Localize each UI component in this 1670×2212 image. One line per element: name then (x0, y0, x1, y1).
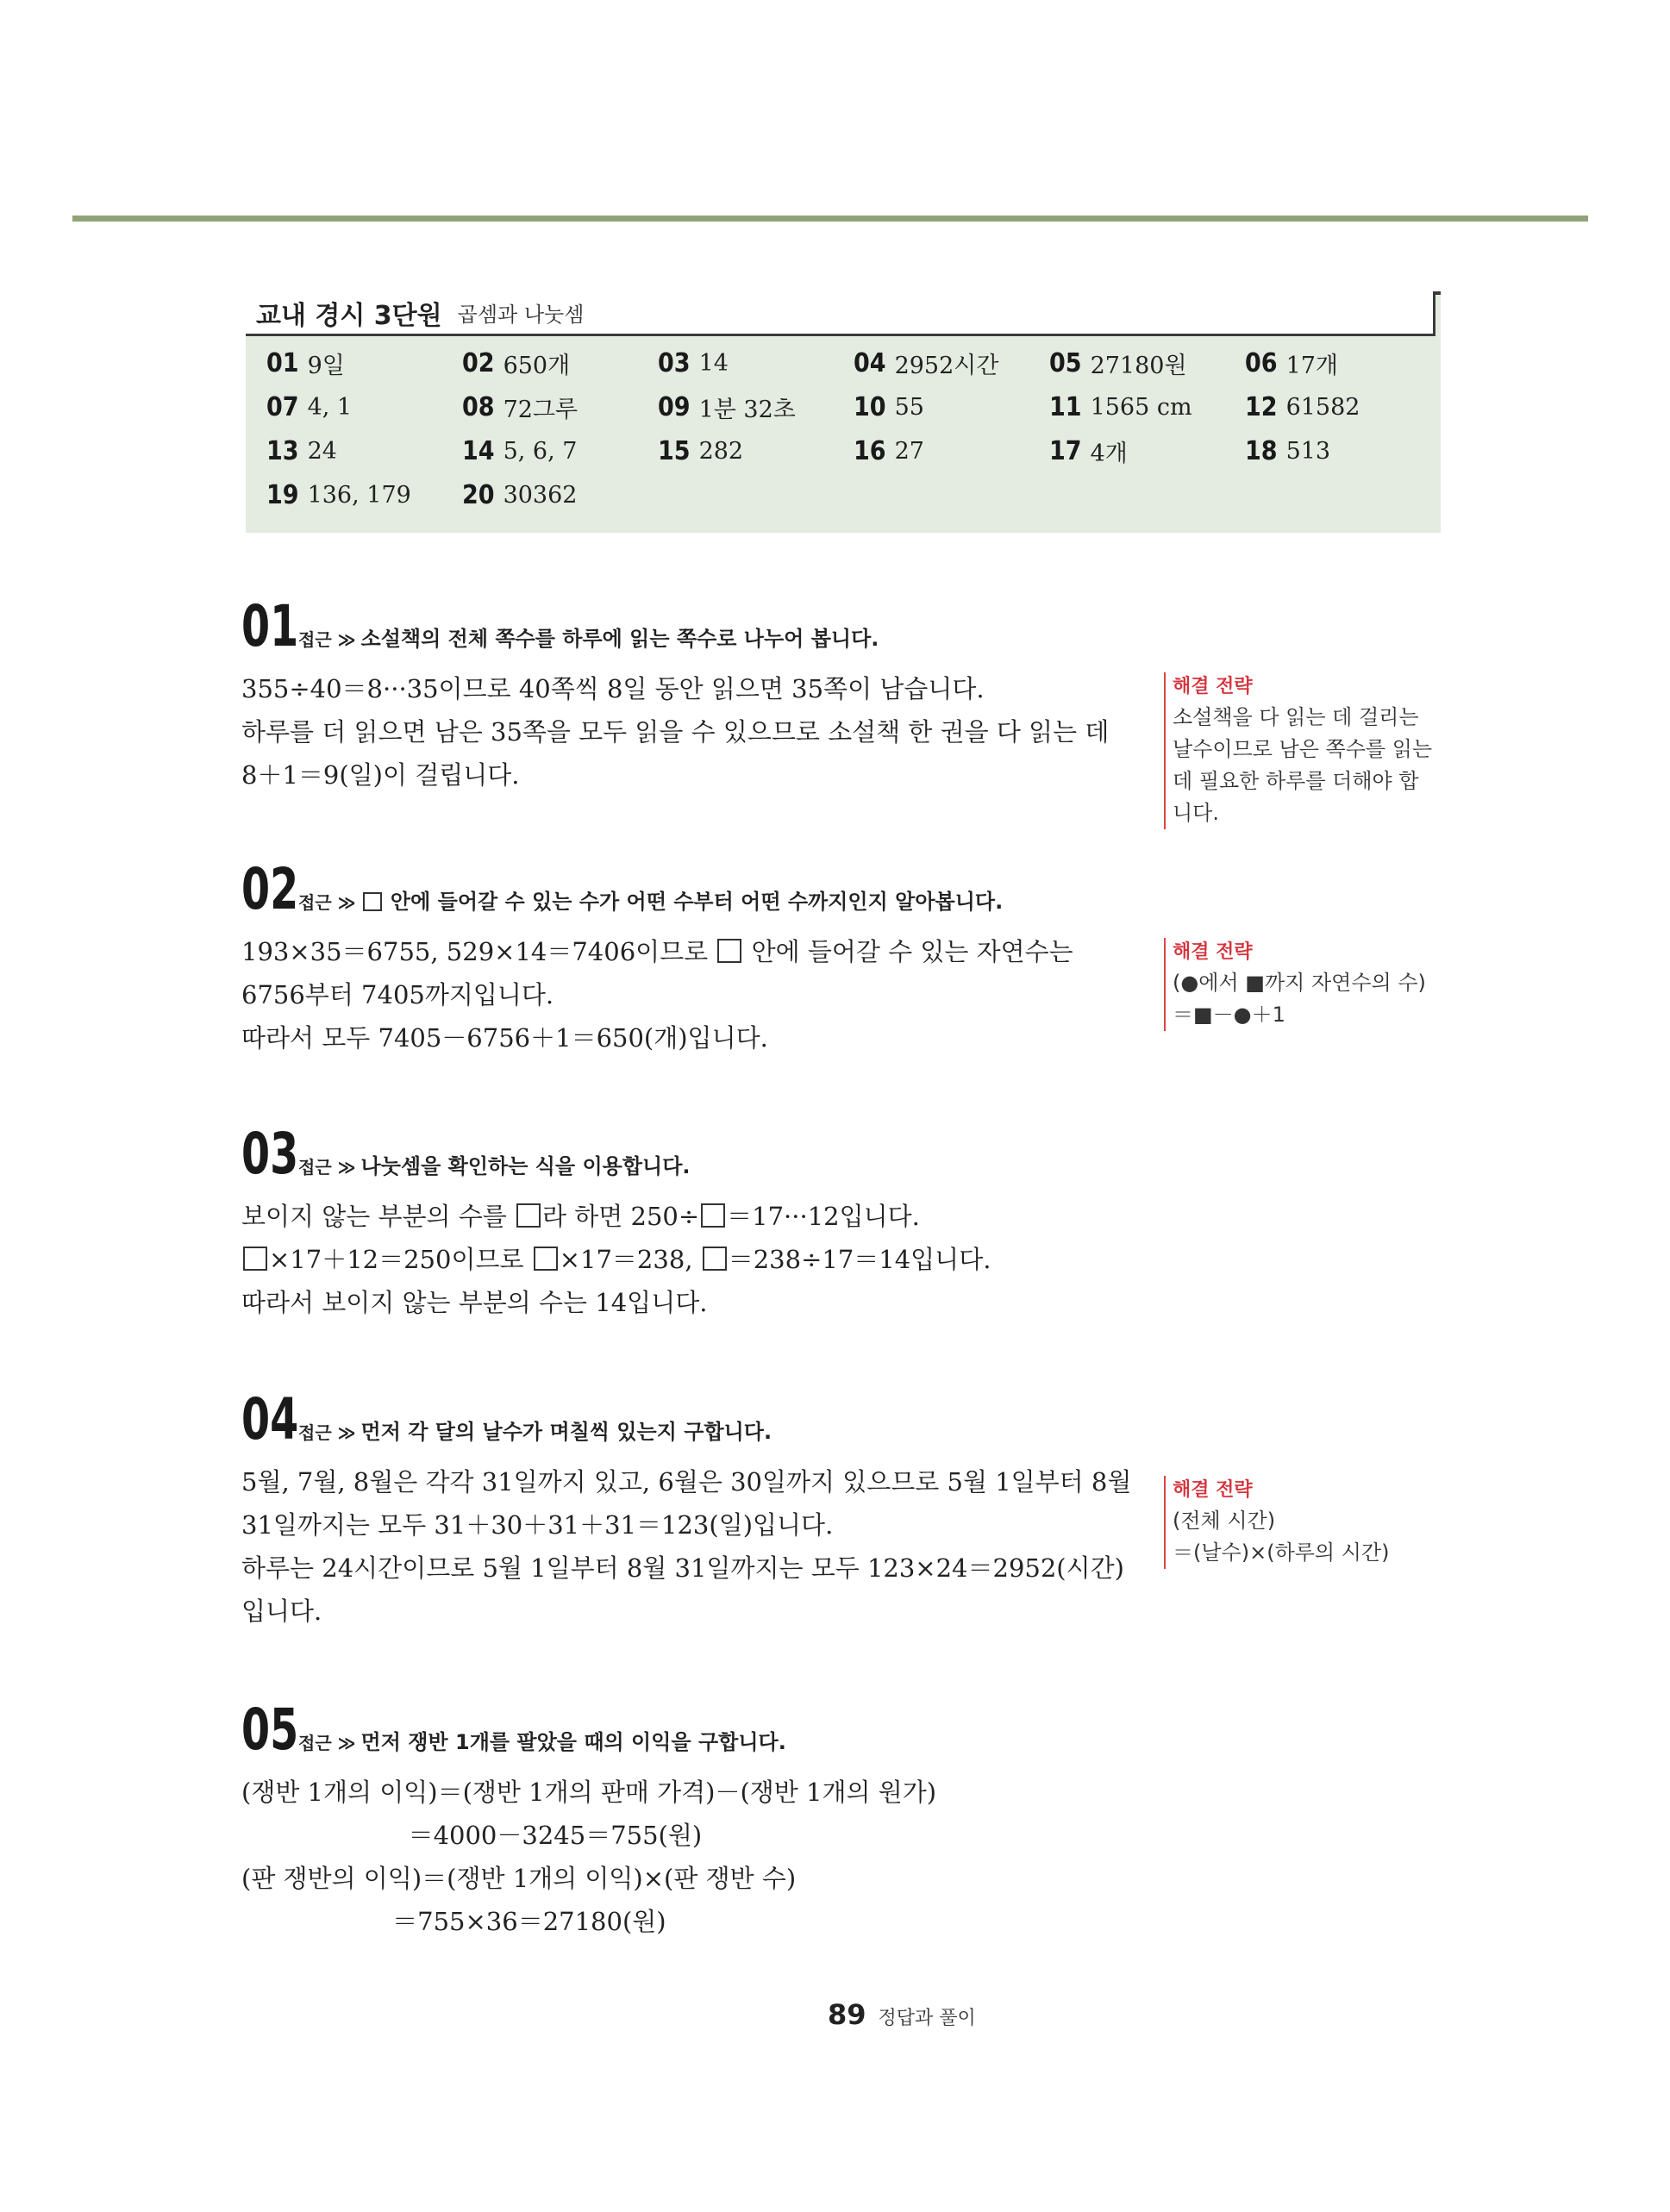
answer-item (462, 433, 658, 470)
answer-number: 08 (462, 392, 495, 422)
problem-solution: 5월, 7월, 8월은 각각 31일까지 있고, 6월은 30일까지 있으므로 5월 1일부터 8월 31일까지는 모두 31＋30＋31＋31＝123(일)입니다. 하루는 24시간이므로 5월 1일부터 8월 31일까지는 모두 123×24＝2952(시간) 입니다. (241, 1467, 1132, 1626)
answer-value: 1분 32초 (698, 397, 796, 423)
answer-value: 55 (894, 394, 924, 421)
answer-item (462, 345, 658, 382)
problem-hint: 접근 ≫ 먼저 쟁반 1개를 팔았을 때의 이익을 구합니다. (298, 1730, 786, 1754)
problem-04 (241, 1388, 1131, 1633)
answer-item (1245, 433, 1441, 470)
answer-value: 136, 179 (307, 482, 411, 509)
problem-03 (241, 1122, 991, 1324)
problem-number: 04 (241, 1386, 299, 1453)
answer-item (1049, 345, 1245, 382)
note-body: 소설책을 다 읽는 데 걸리는 날수이므로 남은 쪽수를 읽는 데 필요한 하루를 더해야 합 니다. (1173, 705, 1433, 825)
answer-number: 01 (266, 348, 299, 378)
answer-number: 14 (462, 436, 495, 466)
answer-number: 19 (266, 480, 299, 510)
answer-item (1049, 389, 1245, 426)
answer-item (658, 345, 854, 382)
answer-value: 14 (698, 350, 729, 377)
answer-grid (266, 345, 1439, 514)
problem-solution: 193×35＝6755, 529×14＝7406이므로 안에 들어갈 수 있는 자연수는 6756부터 7405까지입니다. 따라서 모두 7405－6756＋1＝650(개)입니다. (241, 937, 1073, 1053)
problem-hint: 접근 ≫ 소설책의 전체 쪽수를 하루에 읽는 쪽수로 나누어 봅니다. (298, 627, 879, 651)
answer-value: 5, 6, 7 (503, 438, 578, 465)
answer-item (854, 433, 1049, 470)
answer-number: 20 (462, 480, 495, 510)
answer-value: 2952시간 (894, 353, 999, 379)
note-title: 해결 전략 (1173, 1479, 1253, 1501)
problem-solution: 355÷40＝8···35이므로 40쪽씩 8일 동안 읽으면 35쪽이 남습니다. 하루를 더 읽으면 남은 35쪽을 모두 읽을 수 있으므로 소설책 한 권을 다 읽는 데 8＋1＝9(일)이 걸립니다. (241, 674, 1110, 790)
answer-table (246, 291, 1441, 533)
answer-item (462, 477, 658, 514)
answer-number: 02 (462, 348, 495, 378)
problem-01 (241, 595, 1109, 797)
strategy-note-02 (1164, 938, 1426, 1031)
answer-number: 15 (658, 436, 691, 466)
blank-box-icon (243, 1247, 267, 1271)
page-number: 89 (828, 1998, 866, 2031)
answer-number: 16 (854, 436, 886, 466)
answer-number: 12 (1245, 392, 1278, 422)
answer-value: 513 (1285, 438, 1331, 465)
problem-05 (241, 1698, 936, 1943)
problem-number: 02 (241, 856, 299, 922)
answer-table-title: 교내 경시 3단원 (256, 300, 442, 331)
blank-box-icon (717, 939, 741, 963)
answer-item (462, 389, 658, 426)
note-title: 해결 전략 (1173, 941, 1253, 963)
problem-hint: 접근 ≫ 나눗셈을 확인하는 식을 이용합니다. (298, 1154, 691, 1178)
answer-item (266, 389, 462, 426)
page-footer (828, 1998, 976, 2031)
answer-item (266, 433, 462, 470)
blank-box-icon (701, 1203, 725, 1228)
top-rule (72, 216, 1588, 222)
blank-box-icon (363, 892, 382, 911)
answer-value: 27180원 (1090, 353, 1187, 379)
strategy-note-01 (1164, 672, 1432, 829)
strategy-note-04 (1164, 1476, 1389, 1569)
answer-item (854, 345, 1049, 382)
answer-value: 27 (894, 438, 924, 465)
answer-value: 24 (307, 438, 337, 465)
answer-number: 03 (658, 348, 691, 378)
answer-number: 13 (266, 436, 299, 466)
problem-solution: (쟁반 1개의 이익)＝(쟁반 1개의 판매 가격)－(쟁반 1개의 원가) ＝4000－3245＝755(원) (판 쟁반의 이익)＝(쟁반 1개의 이익)×(판 쟁반 수) ＝755×36＝27180(원) (241, 1778, 937, 1936)
answer-value: 650개 (503, 353, 571, 379)
answer-item (658, 433, 854, 470)
problem-02 (241, 858, 1073, 1059)
answer-value: 17개 (1285, 353, 1339, 379)
answer-number: 18 (1245, 436, 1278, 466)
problem-number: 01 (241, 593, 299, 659)
answer-number: 10 (854, 392, 886, 422)
page-label: 정답과 풀이 (878, 2008, 976, 2029)
blank-box-icon (516, 1203, 541, 1228)
answer-value: 282 (698, 438, 744, 465)
answer-number: 05 (1049, 348, 1082, 378)
note-title: 해결 전략 (1173, 676, 1253, 697)
answer-item (1049, 433, 1245, 470)
answer-number: 17 (1049, 436, 1082, 466)
problem-hint: 접근 ≫ 안에 들어갈 수 있는 수가 어떤 수부터 어떤 수까지인지 알아봅니다. (298, 890, 1004, 914)
answer-item (1245, 345, 1441, 382)
answer-value: 4, 1 (307, 394, 353, 421)
answer-number: 09 (658, 392, 691, 422)
answer-table-subtitle: 곱셈과 나눗셈 (457, 303, 585, 327)
answer-item (658, 389, 854, 426)
answer-value: 61582 (1285, 394, 1360, 421)
note-body: (●에서 ■까지 자연수의 수) ＝■－●＋1 (1173, 971, 1426, 1027)
answer-number: 06 (1245, 348, 1278, 378)
answer-number: 04 (854, 348, 886, 378)
blank-box-icon (703, 1247, 727, 1271)
problem-number: 05 (241, 1696, 299, 1763)
answer-value: 4개 (1090, 441, 1128, 467)
problem-number: 03 (241, 1121, 299, 1187)
answer-item (266, 345, 462, 382)
answer-value: 9일 (307, 353, 345, 379)
answer-value: 1565 cm (1090, 394, 1192, 421)
answer-item (1245, 389, 1441, 426)
blank-box-icon (534, 1247, 558, 1271)
answer-item (854, 389, 1049, 426)
problem-hint: 접근 ≫ 먼저 각 달의 날수가 며칠씩 있는지 구합니다. (298, 1420, 772, 1444)
answer-item (266, 477, 462, 514)
answer-value: 72그루 (503, 397, 579, 423)
answer-number: 11 (1049, 392, 1082, 422)
note-body: (전체 시간) ＝(날수)×(하루의 시간) (1173, 1509, 1390, 1565)
problem-solution: 보이지 않는 부분의 수를 라 하면 250÷ ＝17···12입니다. ×17＋12＝250이므로 ×17＝238, ＝238÷17＝14입니다. 따라서 보이지 않는 부분의 수는 14입니다. (241, 1202, 991, 1317)
answer-table-header (246, 291, 1435, 336)
answer-value: 30362 (503, 482, 578, 509)
answer-number: 07 (266, 392, 299, 422)
